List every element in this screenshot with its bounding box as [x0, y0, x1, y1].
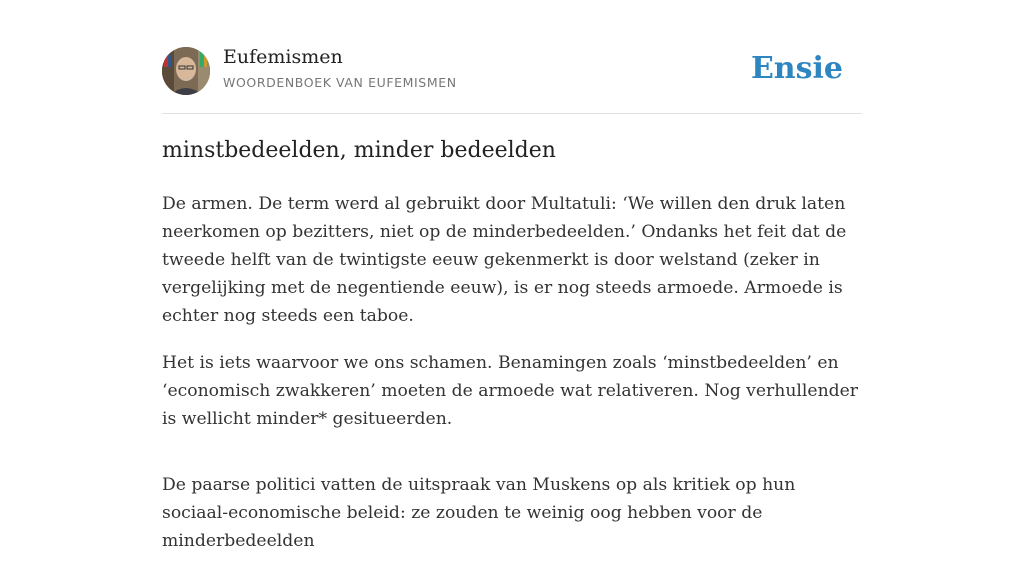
paragraph-spacer: [162, 452, 862, 471]
body-paragraph: Het is iets waarvoor we ons schamen. Benamingen zoals ‘minstbedeelden’ en ‘economisch zwakkeren’ moeten de armoede wat relativeren. Nog verhullender is wellicht minder* gesitueerden.: [162, 353, 859, 429]
author-photo-icon: [162, 47, 210, 95]
page: [162, 0, 862, 551]
author-subtitle[interactable]: WOORDENBOEK VAN EUFEMISMEN: [223, 75, 457, 90]
author-name[interactable]: Eufemismen: [223, 46, 343, 68]
body-paragraph: De armen. De term werd al gebruikt door Multatuli: ‘We willen den druk laten neerkomen op bezitters, niet op de minderbedeelden.’ Ondanks het feit dat de tweede helft van de twintigste eeuw gekenmerkt is door welstand (zeker in vergelijking met de negentiende eeuw), is er nog steeds armoede. Armoede is echter nog steeds een taboe.: [162, 194, 847, 326]
entry-title: minstbedeelden, minder bedeelden: [162, 138, 556, 163]
header-divider: [162, 113, 862, 114]
avatar[interactable]: [162, 47, 210, 95]
brand-logo-link[interactable]: Ensie: [750, 51, 843, 86]
body-paragraph: De paarse politici vatten de uitspraak van Muskens op als kritiek op hun sociaal-economische beleid: ze zouden te weinig oog hebben voor de minderbedeelden: [162, 475, 796, 551]
header: [162, 46, 862, 96]
entry-body: [162, 190, 862, 574]
